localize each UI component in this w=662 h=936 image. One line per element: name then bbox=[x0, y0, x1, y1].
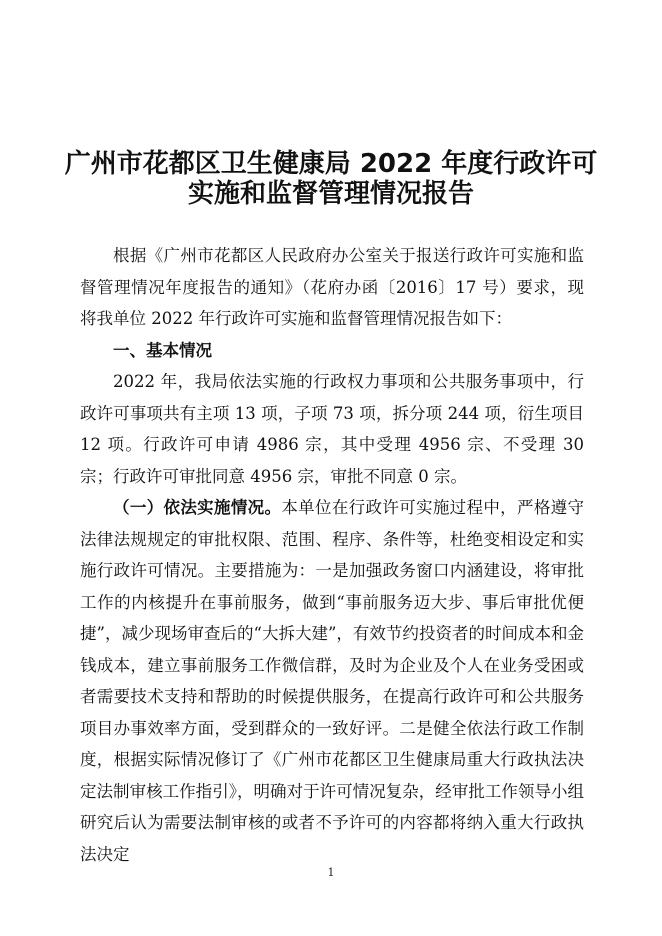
intro-paragraph: 根据《广州市花都区人民政府办公室关于报送行政许可实施和监督管理情况年度报告的通知》（花府办函〔2016〕17 号）要求，现将我单位 2022 年行政许可实施和监督管理情况报告如下： bbox=[80, 246, 584, 328]
document-body bbox=[80, 240, 584, 870]
subsection-1-text: 本单位在行政许可实施过程中，严格遵守法律法规规定的审批权限、范围、程序、条件等，杜绝变相设定和实施行政许可情况。主要措施为：一是加强政务窗口内涵建设，将审批工作的内核提升在事前服务，做到“事前服务迈大步、事后审批优便捷”，减少现场审查后的“大拆大建”，有效节约投资者的时间成本和金钱成本，建立事前服务工作微信群，及时为企业及个人在业务受困或者需要技术支持和帮助的时候提供服务，在提高行政许可和公共服务项目办事效率方面，受到群众的一致好评。二是健全依法行政工作制度，根据实际情况修订了《广州市花都区卫生健康局重大行政执法决定法制审核工作指引》，明确对于许可情况复杂，经审批工作领导小组研究后认为需要法制审核的或者不予许可的内容都将纳入重大行政执法决定 bbox=[80, 498, 585, 864]
document-title-line-1: 广州市花都区卫生健康局 2022 年度行政许可 bbox=[64, 149, 598, 179]
subsection-1-paragraph bbox=[80, 492, 584, 870]
section-heading-basic-situation: 一、基本情况 bbox=[113, 340, 212, 360]
subsection-1-lead: （一）依法实施情况。 bbox=[113, 498, 282, 517]
page-number: 1 bbox=[327, 866, 335, 879]
document-title-line-2: 实施和监督管理情况报告 bbox=[187, 179, 474, 209]
section-1-paragraph: 2022 年，我局依法实施的行政权力事项和公共服务事项中，行政许可事项共有主项 13 项，子项 73 项，拆分项 244 项，衍生项目 12 项。行政许可申请 4986 宗，其中受理 4956 宗、不受理 30 宗；行政许可审批同意 4956 宗，审批不同意 0 宗。 bbox=[80, 372, 584, 486]
